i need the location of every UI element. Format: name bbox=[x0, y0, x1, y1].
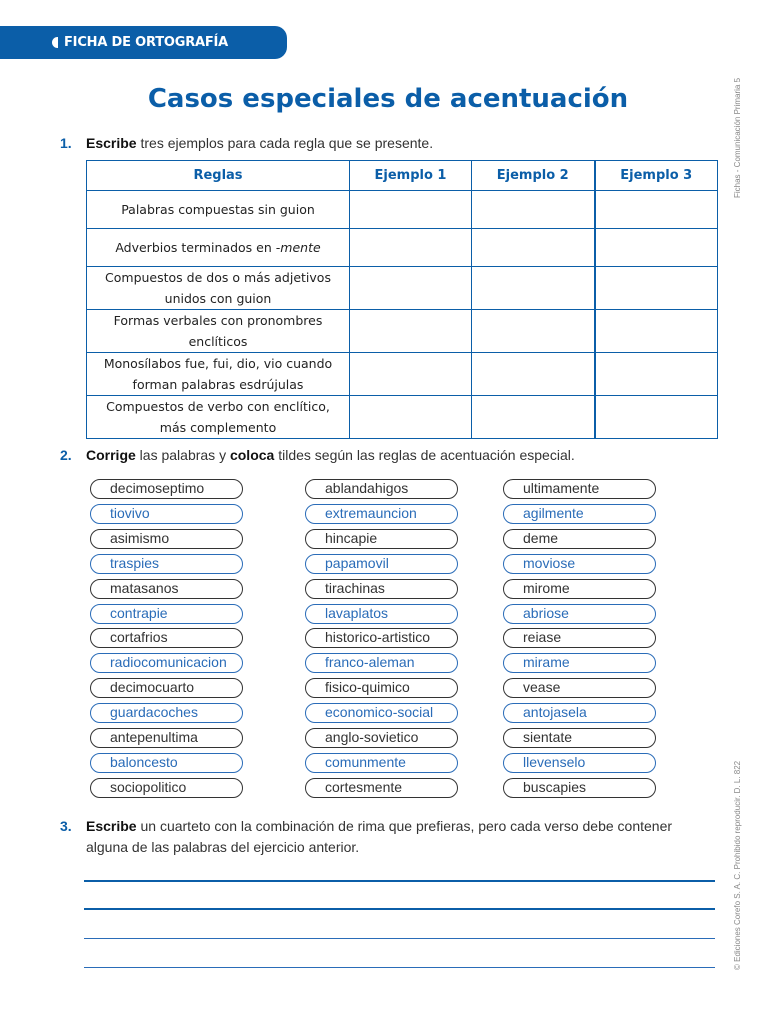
rule-text: Monosílabos fue, fui, dio, vio cuando bbox=[103, 356, 333, 371]
side-text-top: Fichas - Comunicación Primaria 5 bbox=[733, 77, 742, 198]
word-pill[interactable]: contrapie bbox=[90, 604, 243, 624]
example-cell[interactable] bbox=[350, 267, 472, 310]
word-pill[interactable]: decimocuarto bbox=[90, 678, 243, 698]
question-3-number: 3. bbox=[60, 818, 72, 834]
rule-cell bbox=[87, 396, 350, 439]
header-example-2: Ejemplo 2 bbox=[472, 161, 595, 191]
word-pill[interactable]: ablandahigos bbox=[305, 479, 458, 499]
word-pill[interactable]: tiovivo bbox=[90, 504, 243, 524]
rule-text: Palabras compuestas sin guion bbox=[121, 202, 315, 217]
header-example-3: Ejemplo 3 bbox=[595, 161, 718, 191]
section-header-tab bbox=[0, 26, 287, 59]
word-pill[interactable]: radiocomunicacion bbox=[90, 653, 243, 673]
word-pill[interactable]: deme bbox=[503, 529, 656, 549]
table-header-row bbox=[87, 161, 718, 191]
word-pill[interactable]: comunmente bbox=[305, 753, 458, 773]
example-cell[interactable] bbox=[350, 191, 472, 229]
example-cell[interactable] bbox=[472, 267, 595, 310]
answer-line[interactable] bbox=[84, 938, 715, 939]
word-pill[interactable]: papamovil bbox=[305, 554, 458, 574]
rule-text: Compuestos de verbo con enclítico, bbox=[106, 399, 330, 414]
question-3-verb: Escribe bbox=[86, 818, 137, 834]
example-cell[interactable] bbox=[595, 396, 718, 439]
word-pill[interactable]: franco-aleman bbox=[305, 653, 458, 673]
example-cell[interactable] bbox=[595, 310, 718, 353]
side-text-bottom: © Ediciones Corefo S. A. C. Prohibido reproducir. D. L. 822 bbox=[733, 760, 742, 970]
question-3-text: un cuarteto con la combinación de rima que prefieras, pero cada verso debe contener bbox=[136, 818, 673, 834]
question-2-text: tildes según las reglas de acentuación especial. bbox=[274, 447, 575, 463]
example-cell[interactable] bbox=[350, 310, 472, 353]
word-pill[interactable]: sociopolitico bbox=[90, 778, 243, 798]
word-pill[interactable]: abriose bbox=[503, 604, 656, 624]
rule-text: Formas verbales con pronombres bbox=[113, 313, 323, 328]
question-3-text-line2: alguna de las palabras del ejercicio anterior. bbox=[86, 839, 360, 855]
word-pill[interactable]: reiase bbox=[503, 628, 656, 648]
word-pill[interactable]: buscapies bbox=[503, 778, 656, 798]
example-cell[interactable] bbox=[472, 396, 595, 439]
example-cell[interactable] bbox=[472, 310, 595, 353]
table-row bbox=[87, 310, 718, 353]
word-pill[interactable]: guardacoches bbox=[90, 703, 243, 723]
word-pill[interactable]: economico-social bbox=[305, 703, 458, 723]
rules-table bbox=[86, 160, 718, 439]
word-pill[interactable]: matasanos bbox=[90, 579, 243, 599]
word-pill[interactable]: anglo-sovietico bbox=[305, 728, 458, 748]
question-3 bbox=[60, 816, 672, 858]
question-1 bbox=[60, 135, 433, 151]
example-cell[interactable] bbox=[472, 353, 595, 396]
example-cell[interactable] bbox=[350, 396, 472, 439]
header-rules: Reglas bbox=[87, 161, 350, 191]
example-cell[interactable] bbox=[472, 229, 595, 267]
word-pill[interactable]: baloncesto bbox=[90, 753, 243, 773]
word-pill[interactable]: llevenselo bbox=[503, 753, 656, 773]
word-pill[interactable]: vease bbox=[503, 678, 656, 698]
example-cell[interactable] bbox=[595, 267, 718, 310]
table-row bbox=[87, 353, 718, 396]
word-pill[interactable]: cortafrios bbox=[90, 628, 243, 648]
word-pill[interactable]: asimismo bbox=[90, 529, 243, 549]
page-title: Casos especiales de acentuación bbox=[147, 84, 629, 114]
rule-cell bbox=[87, 353, 350, 396]
rule-text: Adverbios terminados en bbox=[115, 240, 276, 255]
word-pill[interactable]: antepenultima bbox=[90, 728, 243, 748]
question-1-number: 1. bbox=[60, 135, 72, 151]
rule-text-line2: más complemento bbox=[159, 420, 277, 435]
question-1-text: tres ejemplos para cada regla que se presente. bbox=[136, 135, 434, 151]
answer-line[interactable] bbox=[84, 880, 715, 882]
question-1-verb: Escribe bbox=[86, 135, 137, 151]
word-pill[interactable]: decimoseptimo bbox=[90, 479, 243, 499]
header-bullet-icon bbox=[52, 37, 58, 48]
example-cell[interactable] bbox=[595, 229, 718, 267]
rule-text-line2: enclíticos bbox=[188, 334, 248, 349]
word-pill[interactable]: historico-artistico bbox=[305, 628, 458, 648]
word-pill[interactable]: hincapie bbox=[305, 529, 458, 549]
word-pill[interactable]: antojasela bbox=[503, 703, 656, 723]
word-pill[interactable]: traspies bbox=[90, 554, 243, 574]
rule-text-line2: forman palabras esdrújulas bbox=[132, 377, 304, 392]
example-cell[interactable] bbox=[350, 229, 472, 267]
rule-cell bbox=[87, 191, 350, 229]
table-row bbox=[87, 396, 718, 439]
word-pill[interactable]: tirachinas bbox=[305, 579, 458, 599]
header-label: FICHA DE ORTOGRAFÍA bbox=[64, 35, 229, 50]
table-row bbox=[87, 267, 718, 310]
rule-text: Compuestos de dos o más adjetivos bbox=[105, 270, 331, 285]
example-cell[interactable] bbox=[472, 191, 595, 229]
rule-cell bbox=[87, 310, 350, 353]
word-pill[interactable]: cortesmente bbox=[305, 778, 458, 798]
rule-cell bbox=[87, 229, 350, 267]
question-2-verb-1: Corrige bbox=[86, 447, 136, 463]
word-pill[interactable]: mirome bbox=[503, 579, 656, 599]
example-cell[interactable] bbox=[595, 191, 718, 229]
example-cell[interactable] bbox=[595, 353, 718, 396]
question-2-verb-2: coloca bbox=[229, 447, 275, 463]
word-pill[interactable]: lavaplatos bbox=[305, 604, 458, 624]
question-2-text-mid: las palabras y bbox=[135, 447, 230, 463]
word-pill[interactable]: mirame bbox=[503, 653, 656, 673]
header-example-1: Ejemplo 1 bbox=[350, 161, 472, 191]
rule-text-line2: unidos con guion bbox=[164, 291, 272, 306]
rule-cell bbox=[87, 267, 350, 310]
answer-line[interactable] bbox=[84, 967, 715, 968]
answer-line[interactable] bbox=[84, 908, 715, 910]
table-row bbox=[87, 229, 718, 267]
word-pill[interactable]: extremauncion bbox=[305, 504, 458, 524]
rule-text-italic: -mente bbox=[275, 240, 321, 255]
word-pill[interactable]: agilmente bbox=[503, 504, 656, 524]
word-pill[interactable]: moviose bbox=[503, 554, 656, 574]
question-2-number: 2. bbox=[60, 447, 72, 463]
word-pill[interactable]: sientate bbox=[503, 728, 656, 748]
word-pill[interactable]: fisico-quimico bbox=[305, 678, 458, 698]
example-cell[interactable] bbox=[350, 353, 472, 396]
table-row bbox=[87, 191, 718, 229]
question-2 bbox=[60, 447, 575, 463]
word-pill[interactable]: ultimamente bbox=[503, 479, 656, 499]
